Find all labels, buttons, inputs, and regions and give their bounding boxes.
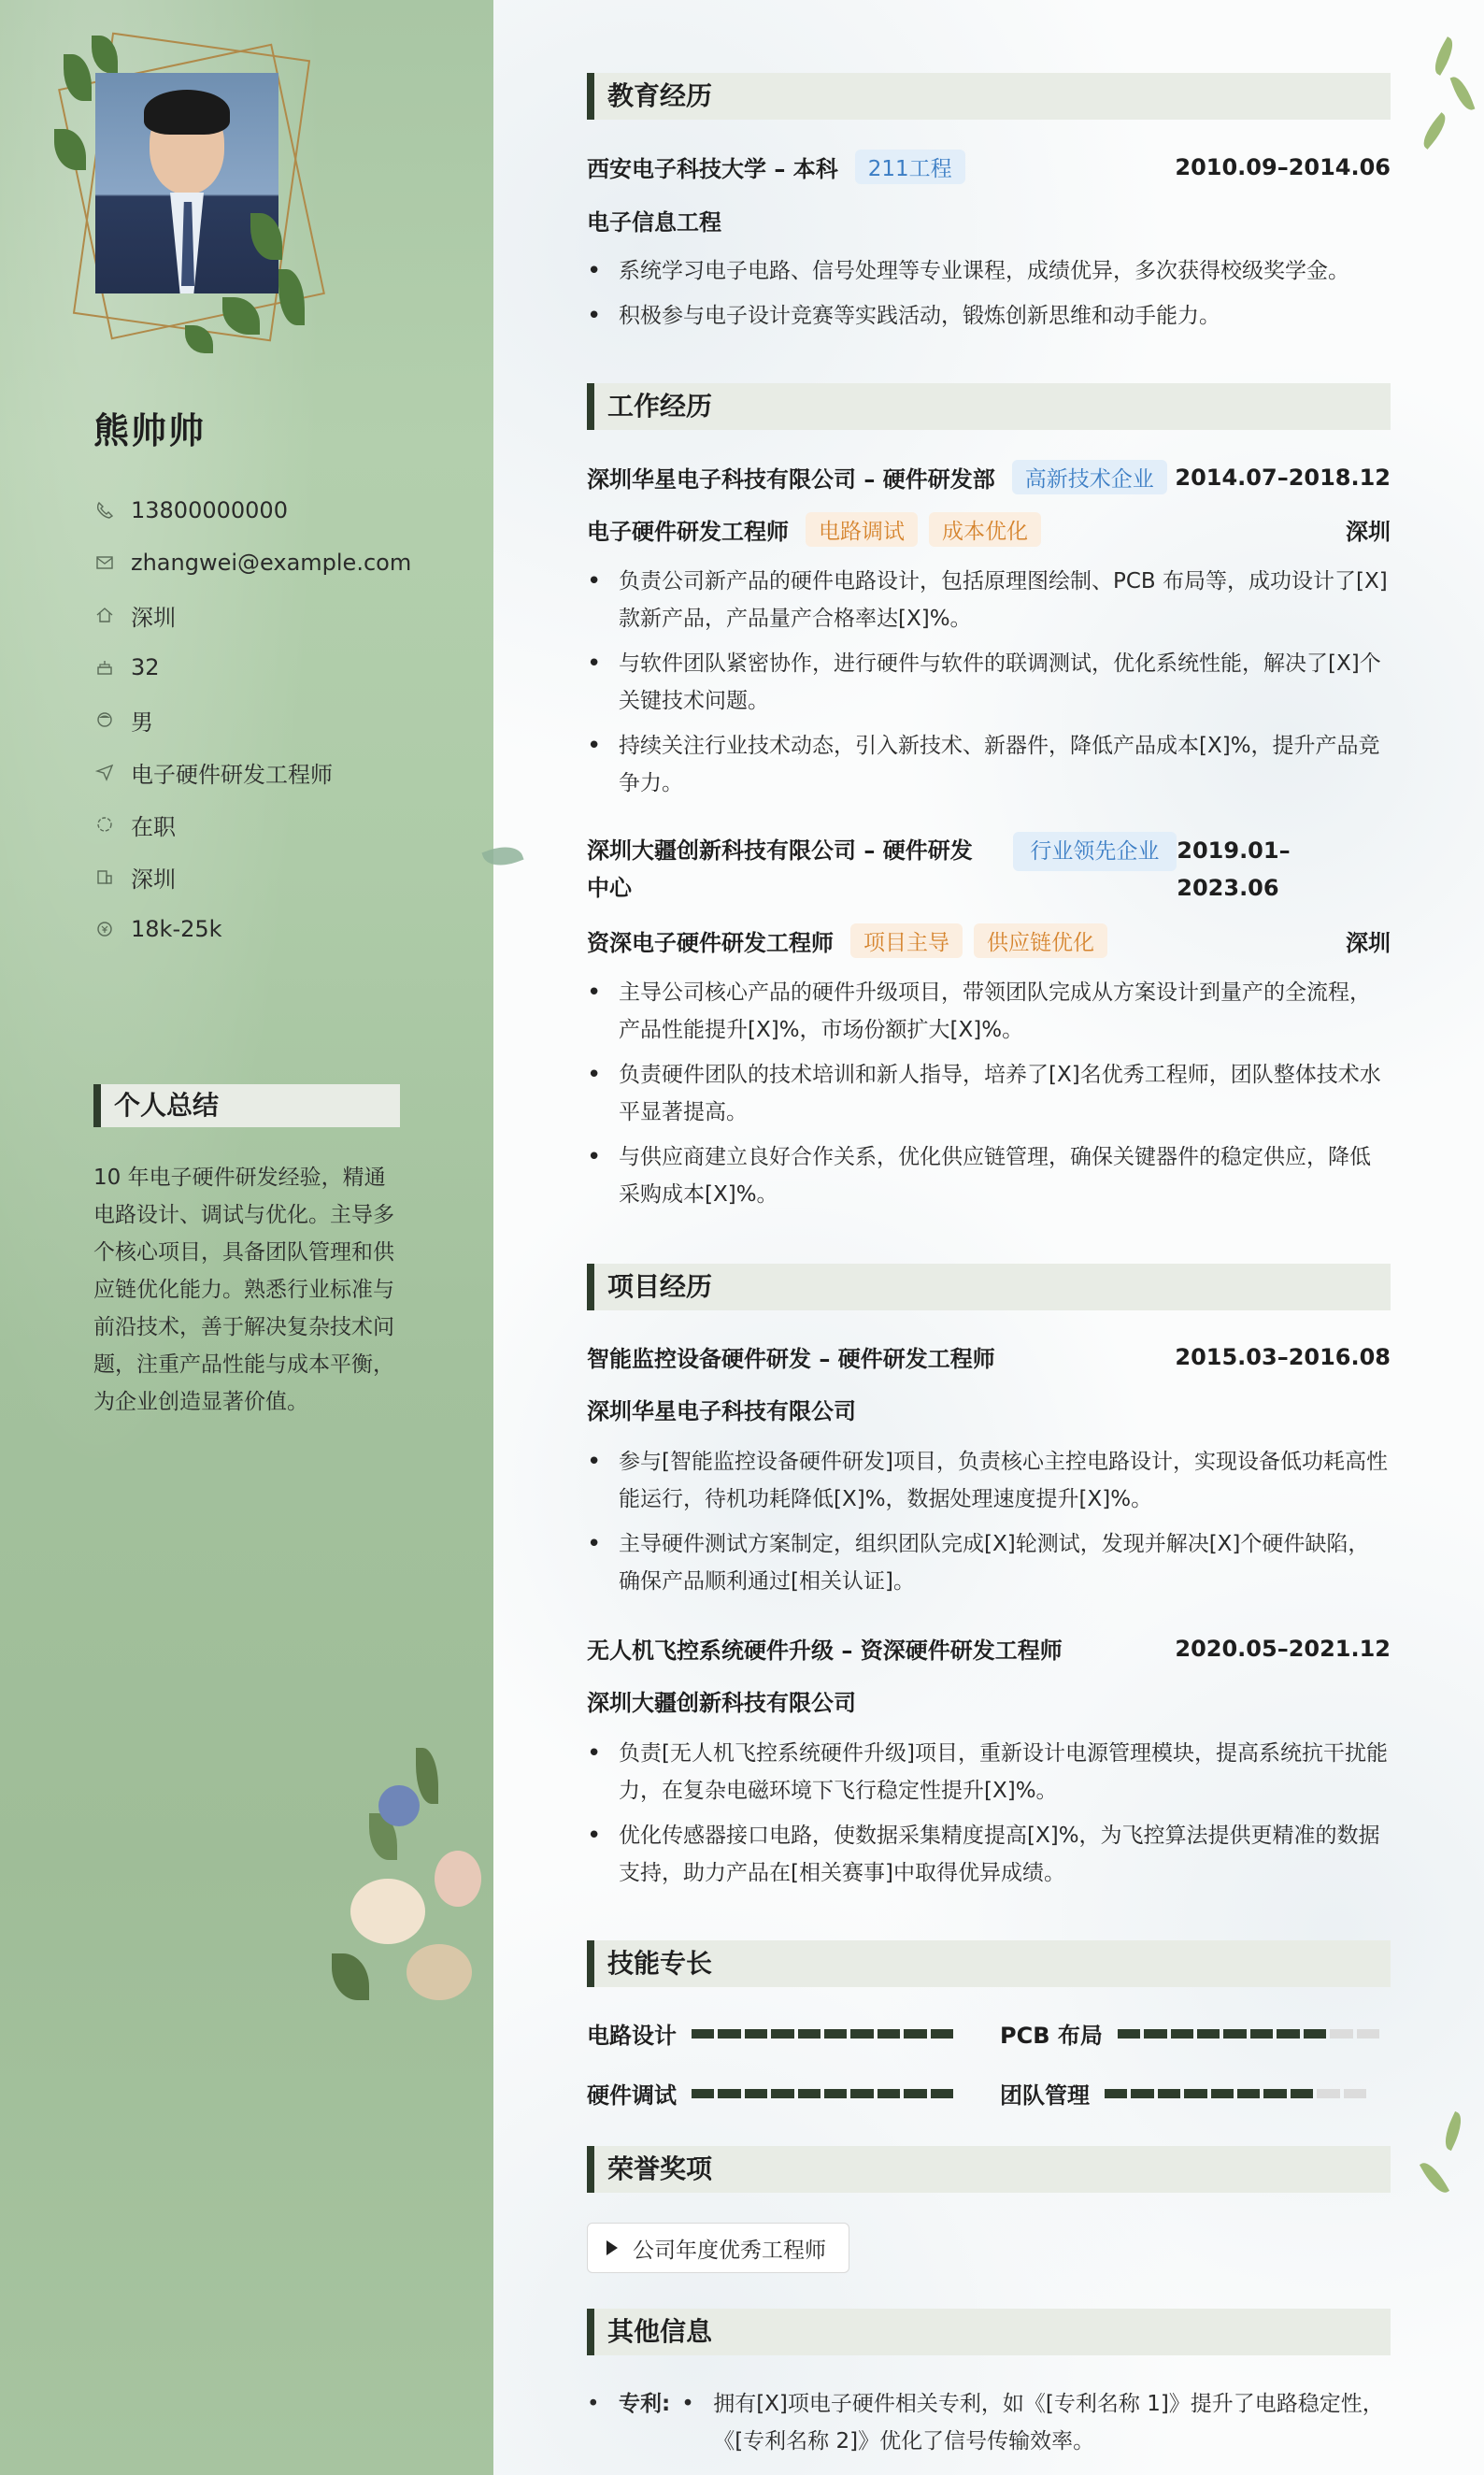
summary-title: 个人总结 (93, 1084, 400, 1127)
skill-bar-segment (824, 2089, 847, 2098)
status-icon (93, 813, 116, 836)
info-item-email (93, 536, 411, 589)
section-title-work: 工作经历 (587, 383, 1391, 430)
job-company: 深圳华星电子科技有限公司 – 硬件研发部 (587, 466, 995, 493)
project-period: 2020.05–2021.12 (1175, 1635, 1391, 1662)
info-value: 18k-25k (131, 916, 222, 942)
skill-bar-segment (1144, 2029, 1166, 2039)
skill-tag: 成本优化 (929, 512, 1041, 547)
skill-bar-segment (1357, 2029, 1379, 2039)
skill-bar-segment (1291, 2089, 1313, 2098)
leaf-decoration (416, 1748, 438, 1804)
info-value: 深圳 (131, 866, 176, 893)
building-icon (93, 866, 116, 888)
skill-bar-segment (718, 2029, 740, 2039)
company-tag: 行业领先企业 (1013, 832, 1177, 871)
info-value: 13800000000 (131, 497, 288, 523)
skill-bar-segment (931, 2029, 953, 2039)
project-company: 深圳大疆创新科技有限公司 (587, 1690, 856, 1716)
info-value: 深圳 (131, 604, 176, 631)
skill-bar-segment (1223, 2029, 1246, 2039)
photo-hair (144, 90, 230, 135)
skill-bar-segment (1344, 2089, 1366, 2098)
major: 电子信息工程 (587, 209, 721, 236)
school-tag: 211工程 (855, 150, 965, 184)
job-period: 2014.07–2018.12 (1175, 464, 1391, 491)
skill-bar (692, 2029, 953, 2039)
skill-bar-segment (824, 2029, 847, 2039)
skill-name: 硬件调试 (587, 2082, 677, 2109)
flower-decoration (332, 1729, 493, 2028)
vine-decoration (1418, 112, 1451, 150)
profile-photo (95, 73, 278, 293)
skill-bar-segment (931, 2089, 953, 2098)
bullet-dot: • (587, 2392, 600, 2416)
job-role-row (587, 512, 1391, 547)
project-name: 智能监控设备硬件研发 – 硬件研发工程师 (587, 1346, 995, 1372)
pink-flower (435, 1851, 481, 1907)
section-title-other: 其他信息 (587, 2309, 1391, 2355)
project-bullets (587, 1735, 1391, 1899)
skill-tag: 电路调试 (806, 512, 918, 547)
education-major-row (587, 204, 1391, 236)
skill-bar-segment (692, 2029, 714, 2039)
vine-decoration (1439, 2111, 1467, 2151)
other-text: 拥有[X]项电子硬件相关专利，如《[专利名称 1]》提升了电路稳定性，《[专利名称 2]》优化了信号传输效率。 (713, 2392, 1384, 2454)
info-item-age (93, 641, 411, 694)
school-name: 西安电子科技大学 – 本科 (587, 156, 838, 182)
list-item: • 负责公司新产品的硬件电路设计，包括原理图绘制、PCB 布局等，成功设计了[X]款新产品，产品量产合格率达[X]%。 (587, 563, 1391, 637)
skill-tag: 项目主导 (850, 923, 963, 958)
info-value: 男 (131, 708, 153, 736)
play-icon (606, 2240, 618, 2255)
skill-bar-segment (1263, 2089, 1286, 2098)
vine-decoration (1420, 2158, 1449, 2197)
skill-item (587, 2017, 953, 2050)
other-info-item (587, 2385, 1391, 2460)
job-bullets (587, 974, 1391, 1221)
skill-bar-segment (1184, 2089, 1206, 2098)
project-bullets (587, 1443, 1391, 1608)
profile-name: 熊帅帅 (93, 410, 207, 451)
education-header (587, 150, 1391, 184)
skill-bar-segment (1317, 2089, 1339, 2098)
section-title-projects: 项目经历 (587, 1264, 1391, 1310)
skill-tag: 供应链优化 (974, 923, 1107, 958)
award-label: 公司年度优秀工程师 (633, 2238, 826, 2263)
section-title-education: 教育经历 (587, 73, 1391, 120)
skill-bar-segment (1277, 2029, 1299, 2039)
list-item: • 持续关注行业技术动态，引入新技术、新器件，降低产品成本[X]%，提升产品竞争力。 (587, 727, 1391, 802)
list-item: • 与供应商建立良好合作关系，优化供应链管理，确保关键器件的稳定供应，降低采购成本[X]%。 (587, 1138, 1391, 1213)
list-item: • 主导公司核心产品的硬件升级项目，带领团队完成从方案设计到量产的全流程，产品性能提升[X]%，市场份额扩大[X]%。 (587, 974, 1391, 1049)
sidebar (0, 0, 493, 2475)
info-value: 32 (131, 654, 160, 680)
avatar (54, 26, 327, 363)
skill-bar-segment (878, 2089, 900, 2098)
job-period: 2019.01–2023.06 (1177, 837, 1291, 901)
skill-bar-segment (1131, 2089, 1153, 2098)
skill-bar-segment (1330, 2029, 1352, 2039)
list-item: • 参与[智能监控设备硬件研发]项目，负责核心主控电路设计，实现设备低功耗高性能运行，待机功耗降低[X]%，数据处理速度提升[X]%。 (587, 1443, 1391, 1518)
job-bullets (587, 563, 1391, 809)
skill-bar-segment (692, 2089, 714, 2098)
skill-bar-segment (1211, 2089, 1234, 2098)
skill-bar-segment (1118, 2029, 1140, 2039)
skill-bar (1105, 2089, 1366, 2098)
award-item[interactable] (587, 2223, 849, 2273)
project-header (587, 1340, 1391, 1373)
education-bullets (587, 252, 1391, 342)
skill-bar-segment (718, 2089, 740, 2098)
info-item-status (93, 798, 411, 851)
info-value: 电子硬件研发工程师 (131, 761, 333, 788)
skill-bar-segment (850, 2029, 873, 2039)
info-value: 在职 (131, 813, 176, 840)
job-company: 深圳大疆创新科技有限公司 – 硬件研发中心 (587, 837, 973, 901)
education-period: 2010.09–2014.06 (1175, 153, 1391, 180)
info-value: zhangwei@example.com (131, 550, 412, 576)
skill-item (1000, 2017, 1379, 2050)
job-city: 深圳 (1346, 930, 1391, 956)
info-item-position (93, 746, 411, 798)
list-item: • 系统学习电子电路、信号处理等专业课程，成绩优异，多次获得校级奖学金。 (587, 252, 1391, 290)
skill-bar-segment (1237, 2089, 1260, 2098)
skill-bar-segment (904, 2089, 926, 2098)
job-header (587, 832, 1391, 907)
project-company: 深圳华星电子科技有限公司 (587, 1398, 856, 1424)
list-item: • 积极参与电子设计竞赛等实践活动，锻炼创新思维和动手能力。 (587, 297, 1391, 335)
skill-bar-segment (798, 2089, 820, 2098)
skill-item (1000, 2077, 1366, 2110)
info-item-city (93, 589, 411, 641)
job-role: 电子硬件研发工程师 (587, 519, 789, 545)
skill-bar-segment (771, 2029, 793, 2039)
blue-flower (378, 1785, 420, 1826)
skill-bar-segment (878, 2029, 900, 2039)
main-content (493, 0, 1484, 2475)
list-item: • 主导硬件测试方案制定，组织团队完成[X]轮测试，发现并解决[X]个硬件缺陷，确保产品顺利通过[相关认证]。 (587, 1525, 1391, 1600)
skill-bar-segment (1171, 2029, 1193, 2039)
summary-text: 10 年电子硬件研发经验，精通电路设计、调试与优化。主导多个核心项目，具备团队管理和供应链优化能力。熟悉行业标准与前沿技术，善于解决复杂技术问题，注重产品性能与成本平衡，为企业创造显著价值。 (93, 1166, 394, 1414)
skill-bar-segment (1197, 2029, 1220, 2039)
skill-name: PCB 布局 (1000, 2023, 1103, 2049)
project-period: 2015.03–2016.08 (1175, 1343, 1391, 1370)
bullet-dot: • (681, 2392, 694, 2416)
info-item-salary (93, 903, 411, 955)
section-title-skills: 技能专长 (587, 1940, 1391, 1987)
skill-bar-segment (745, 2029, 767, 2039)
skill-bar (1118, 2029, 1379, 2039)
home-icon (93, 604, 116, 626)
job-role: 资深电子硬件研发工程师 (587, 930, 834, 956)
skill-bar-segment (798, 2029, 820, 2039)
list-item: • 负责硬件团队的技术培训和新人指导，培养了[X]名优秀工程师，团队整体技术水平显著提高。 (587, 1056, 1391, 1131)
job-role-row (587, 923, 1391, 958)
salary-icon (93, 918, 116, 940)
section-title-honors: 荣誉奖项 (587, 2146, 1391, 2193)
company-tag: 高新技术企业 (1012, 460, 1167, 494)
skill-bar-segment (850, 2089, 873, 2098)
cake-icon (93, 656, 116, 679)
project-header (587, 1632, 1391, 1665)
info-item-work-city (93, 851, 411, 903)
job-city: 深圳 (1346, 519, 1391, 545)
info-item-gender (93, 694, 411, 746)
skill-bar-segment (1250, 2029, 1273, 2039)
vine-decoration (1450, 74, 1476, 113)
leaf-decoration (332, 1953, 369, 2000)
list-item: • 优化传感器接口电路，使数据采集精度提高[X]%，为飞控算法提供更精准的数据支持，助力产品在[相关赛事]中取得优异成绩。 (587, 1817, 1391, 1892)
mail-icon (93, 551, 116, 574)
skill-bar (692, 2089, 953, 2098)
skill-bar-segment (745, 2089, 767, 2098)
skill-bar-segment (1158, 2089, 1180, 2098)
skill-name: 团队管理 (1000, 2082, 1090, 2109)
beige-flower (407, 1944, 472, 2000)
skill-bar-segment (771, 2089, 793, 2098)
white-flower (350, 1879, 425, 1944)
phone-icon (93, 499, 116, 522)
contact-info-list (93, 484, 411, 955)
skill-bar-segment (1105, 2089, 1127, 2098)
project-name: 无人机飞控系统硬件升级 – 资深硬件研发工程师 (587, 1638, 1063, 1664)
other-label: 专利: (619, 2392, 671, 2416)
skill-name: 电路设计 (587, 2023, 677, 2049)
job-header (587, 460, 1391, 494)
skill-bar-segment (904, 2029, 926, 2039)
list-item: • 与软件团队紧密协作，进行硬件与软件的联调测试，优化系统性能，解决了[X]个关键技术问题。 (587, 645, 1391, 720)
project-company-row (587, 1393, 1391, 1425)
gender-icon (93, 708, 116, 731)
skill-bar-segment (1304, 2029, 1326, 2039)
project-company-row (587, 1684, 1391, 1717)
info-item-phone (93, 484, 411, 536)
skill-item (587, 2077, 953, 2110)
send-icon (93, 761, 116, 783)
list-item: • 负责[无人机飞控系统硬件升级]项目，重新设计电源管理模块，提高系统抗干扰能力，在复杂电磁环境下飞行稳定性提升[X]%。 (587, 1735, 1391, 1810)
vine-decoration (1429, 36, 1459, 76)
